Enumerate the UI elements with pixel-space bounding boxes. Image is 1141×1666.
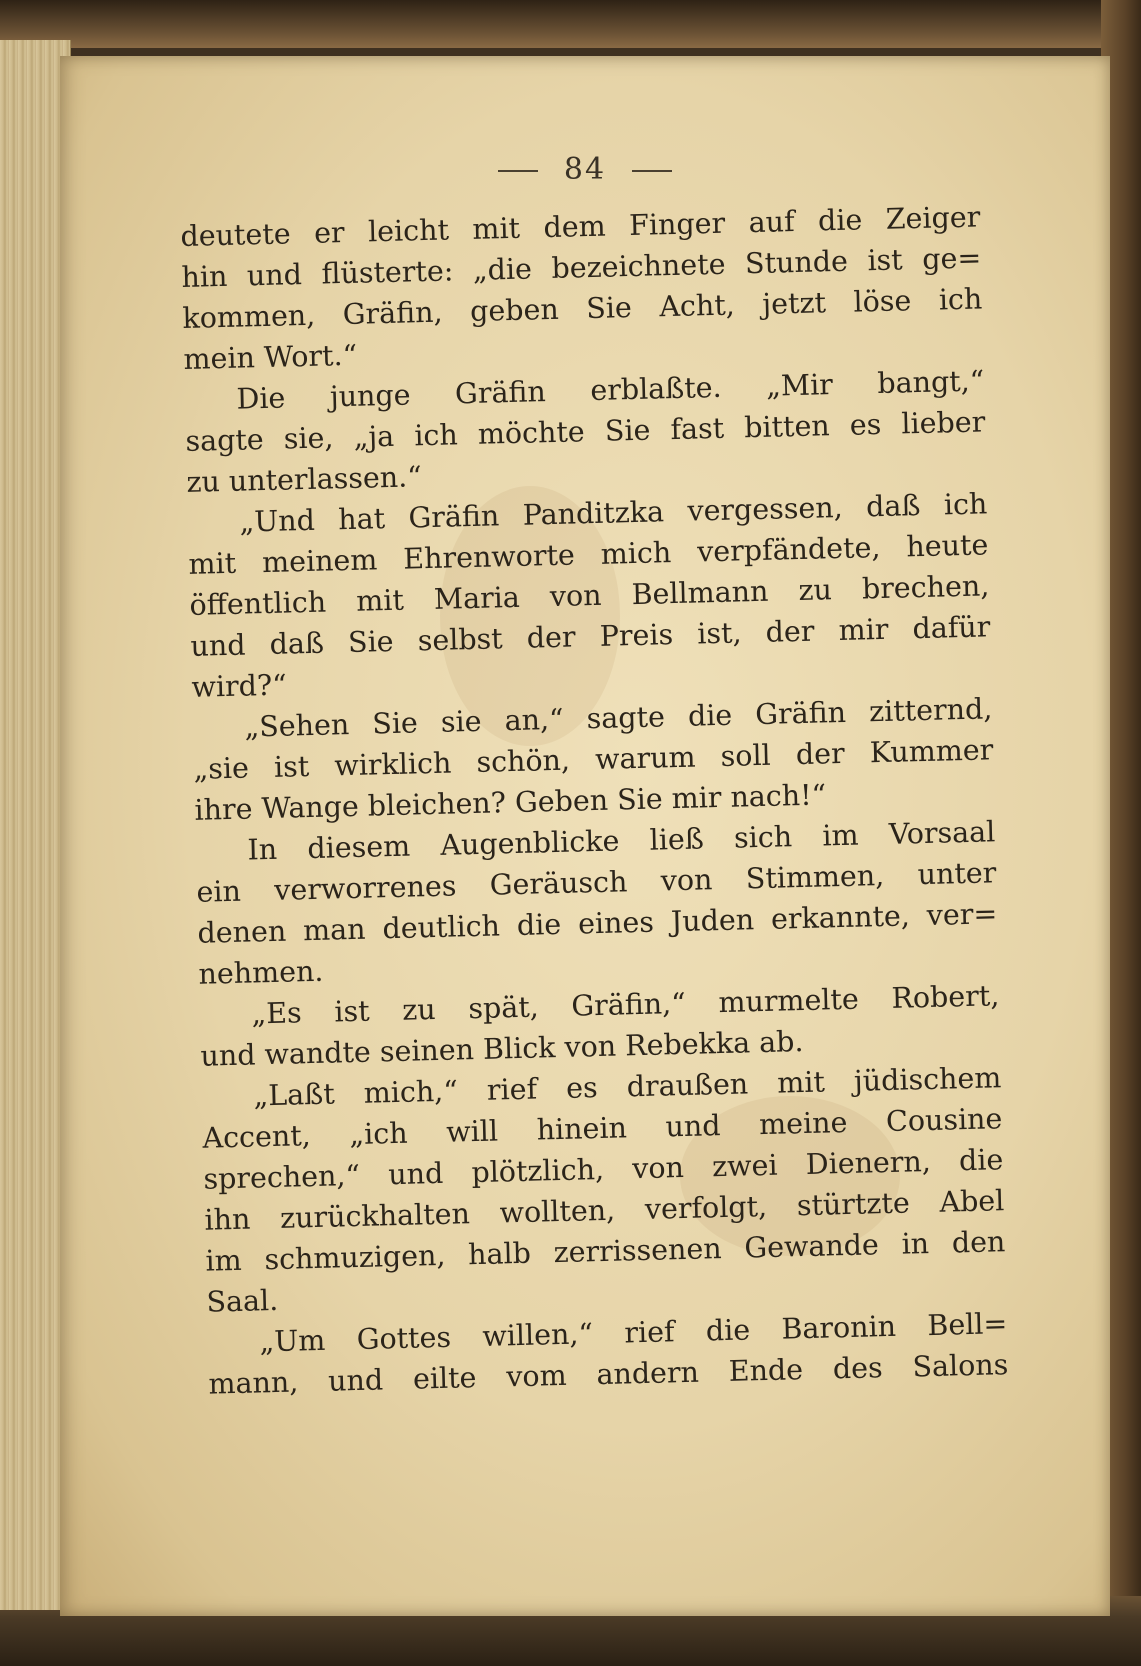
text-line: „Es ist zu spät, Gräfin,“ murmelte Robert,: [251, 979, 1000, 1031]
text-line: mit meinem Ehrenworte mich verpfändete, heute: [188, 528, 989, 581]
page-header: [60, 152, 1110, 187]
header-dash-right: [632, 170, 672, 172]
text-line: „Laßt mich,“ rief es draußen mit jüdischem: [253, 1061, 1002, 1113]
text-line: Die junge Gräfin erblaßte. „Mir bangt,“: [236, 364, 985, 416]
text-line: und daß Sie selbst der Preis ist, der mir dafür: [190, 610, 991, 663]
text-line: „Sehen Sie sie an,“ sagte die Gräfin zitternd,: [244, 692, 993, 744]
text-line: In diesem Augenblicke ließ sich im Vorsaal: [247, 815, 996, 867]
text-line: und wandte seinen Blick von Rebekka ab.: [200, 1025, 804, 1073]
text-line: mann, und eilte vom andern Ende des Salons: [208, 1348, 1009, 1401]
text-line: sagte sie, „ja ich möchte Sie fast bitten es lieber: [185, 405, 986, 458]
page-number: 84: [563, 152, 607, 187]
header-dash-left: [498, 170, 538, 172]
book-cover-top: [0, 0, 1141, 48]
text-line: sprechen,“ und plötzlich, von zwei Dienern, die: [203, 1143, 1004, 1196]
text-line: mein Wort.“: [183, 338, 358, 376]
text-line: zu unterlassen.“: [186, 460, 423, 499]
text-line: nehmen.: [198, 954, 324, 991]
text-line: kommen, Gräfin, geben Sie Acht, jetzt löse ich: [182, 282, 983, 335]
text-line: wird?“: [191, 668, 288, 704]
text-line: „sie ist wirklich schön, warum soll der Kummer: [193, 733, 994, 786]
text-line: ein verworrenes Geräusch von Stimmen, unter: [196, 856, 997, 909]
body-text: [180, 196, 1009, 1404]
text-line: ihn zurückhalten wollten, verfolgt, stürtzte Abel: [204, 1184, 1005, 1237]
text-line: denen man deutlich die eines Juden erkannte, ver=: [197, 897, 998, 950]
text-line: deutete er leicht mit dem Finger auf die Zeiger: [180, 200, 981, 253]
text-line: im schmuzigen, halb zerrissenen Gewande in den: [205, 1225, 1006, 1278]
text-line: Saal.: [206, 1283, 279, 1319]
text-line: „Und hat Gräfin Panditzka vergessen, daß ich: [239, 487, 988, 539]
text-line: ihre Wange bleichen? Geben Sie mir nach!“: [194, 778, 827, 827]
text-line: „Um Gottes willen,“ rief die Baronin Bell=: [259, 1307, 1008, 1359]
text-line: hin und flüsterte: „die bezeichnete Stunde ist ge=: [181, 241, 982, 294]
text-line: öffentlich mit Maria von Bellmann zu brechen,: [189, 569, 990, 622]
book-page: [60, 56, 1110, 1616]
text-line: Accent, „ich will hinein und meine Cousine: [202, 1102, 1003, 1155]
